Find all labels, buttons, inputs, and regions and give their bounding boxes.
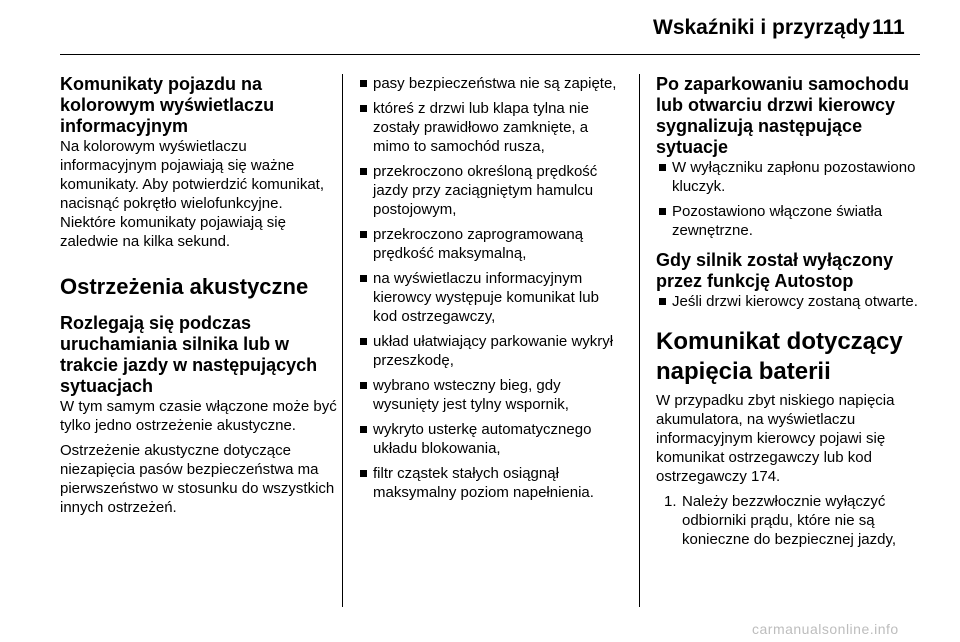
list-item xyxy=(357,269,627,326)
bullet-square-icon xyxy=(360,105,367,112)
paragraph-battery-voltage: W przypadku zbyt niskiego napięcia akumulatora, na wyświetlaczu informacyjnym kierowcy pojawi się komunikat ostrzegawczy lub kod ostrzegawczy 174. xyxy=(656,392,895,485)
column-divider-1 xyxy=(342,74,343,607)
list-item xyxy=(656,202,926,240)
bullet-square-icon xyxy=(659,298,666,305)
heading-vehicle-messages: Komunikaty pojazdu na kolorowym wyświetlaczu informacyjnym xyxy=(60,74,275,136)
list-item-text: pasy bezpieczeństwa nie są zapięte, xyxy=(373,75,617,92)
paragraph-one-warning: W tym samym czasie włączone może być tylko jedno ostrzeżenie akustyczne. xyxy=(60,398,337,434)
warning-situations-list xyxy=(357,74,627,502)
battery-steps-list xyxy=(656,492,926,549)
list-item-text: wykryto usterkę automatycznego układu blokowania, xyxy=(373,421,592,457)
bullet-square-icon xyxy=(360,470,367,477)
heading-battery-voltage: Komunikat dotyczący napięcia baterii xyxy=(656,328,903,385)
column-right xyxy=(656,74,926,549)
heading-acoustic-warnings: Ostrzeżenia akustyczne xyxy=(60,274,309,299)
bullet-square-icon xyxy=(360,231,367,238)
list-item xyxy=(656,158,926,196)
list-item-text: Należy bezzwłocznie wyłączyć odbiorniki prądu, które nie są konieczne do bezpiecznej jazdy, xyxy=(682,493,897,548)
list-item xyxy=(656,292,926,311)
list-item xyxy=(357,420,627,458)
page-header-title: Wskaźniki i przyrządy xyxy=(653,16,871,39)
list-item xyxy=(357,376,627,414)
bullet-square-icon xyxy=(659,208,666,215)
column-left xyxy=(60,74,340,523)
bullet-square-icon xyxy=(360,168,367,175)
paragraph-seatbelt-priority: Ostrzeżenie akustyczne dotyczące niezapięcia pasów bezpieczeństwa ma pierwszeństwo w stosunku do wszystkich innych ostrzeżeń. xyxy=(60,442,335,516)
list-item-text: Pozostawiono włączone światła zewnętrzne. xyxy=(672,203,883,239)
list-item xyxy=(357,464,627,502)
list-item-text: wybrano wsteczny bieg, gdy wysunięty jest tylny wspornik, xyxy=(373,377,569,413)
list-item-text: filtr cząstek stałych osiągnął maksymalny poziom napełnienia. xyxy=(373,465,594,501)
list-item-text: Jeśli drzwi kierowcy zostaną otwarte. xyxy=(672,293,918,310)
list-item xyxy=(357,99,627,156)
header-rule xyxy=(60,54,920,55)
watermark-text: carmanualsonline.info xyxy=(752,621,899,637)
parked-situations-list xyxy=(656,158,926,240)
list-item-text: któreś z drzwi lub klapa tylna nie zostały prawidłowo zamknięte, a mimo to samochód rusza, xyxy=(373,100,589,155)
list-item xyxy=(357,225,627,263)
column-middle xyxy=(357,74,627,508)
bullet-square-icon xyxy=(360,275,367,282)
bullet-square-icon xyxy=(659,164,666,171)
list-item xyxy=(357,162,627,219)
list-item-text: na wyświetlaczu informacyjnym kierowcy występuje komunikat lub kod ostrzegawczy, xyxy=(373,270,599,325)
bullet-square-icon xyxy=(360,80,367,87)
bullet-square-icon xyxy=(360,382,367,389)
heading-autostop: Gdy silnik został wyłączony przez funkcję Autostop xyxy=(656,250,894,291)
page-number: 111 xyxy=(872,16,905,39)
column-divider-2 xyxy=(639,74,640,607)
heading-start-drive-situations: Rozlegają się podczas uruchamiania silnika lub w trakcie jazdy w następujących sytuacjach xyxy=(60,313,318,396)
list-item-text: przekroczono określoną prędkość jazdy przy zaciągniętym hamulcu postojowym, xyxy=(373,163,598,218)
list-item-text: W wyłączniku zapłonu pozostawiono kluczyk. xyxy=(672,159,916,195)
list-item-number: 1. xyxy=(664,493,677,510)
autostop-situations-list xyxy=(656,292,926,311)
list-item xyxy=(357,332,627,370)
list-item-text: przekroczono zaprogramowaną prędkość maksymalną, xyxy=(373,226,584,262)
list-item xyxy=(357,74,627,93)
bullet-square-icon xyxy=(360,426,367,433)
bullet-square-icon xyxy=(360,338,367,345)
paragraph-vehicle-messages: Na kolorowym wyświetlaczu informacyjnym pojawiają się ważne komunikaty. Aby potwierdzić komunikat, nacisnąć pokrętło wielofunkcyjne. Niektóre komunikaty pojawiają się zaledwie na kilka sekund. xyxy=(60,138,325,250)
list-item-text: układ ułatwiający parkowanie wykrył przeszkodę, xyxy=(373,333,614,369)
heading-after-parking: Po zaparkowaniu samochodu lub otwarciu drzwi kierowcy sygnalizują następujące sytuacje xyxy=(656,74,910,157)
list-item xyxy=(656,492,926,549)
